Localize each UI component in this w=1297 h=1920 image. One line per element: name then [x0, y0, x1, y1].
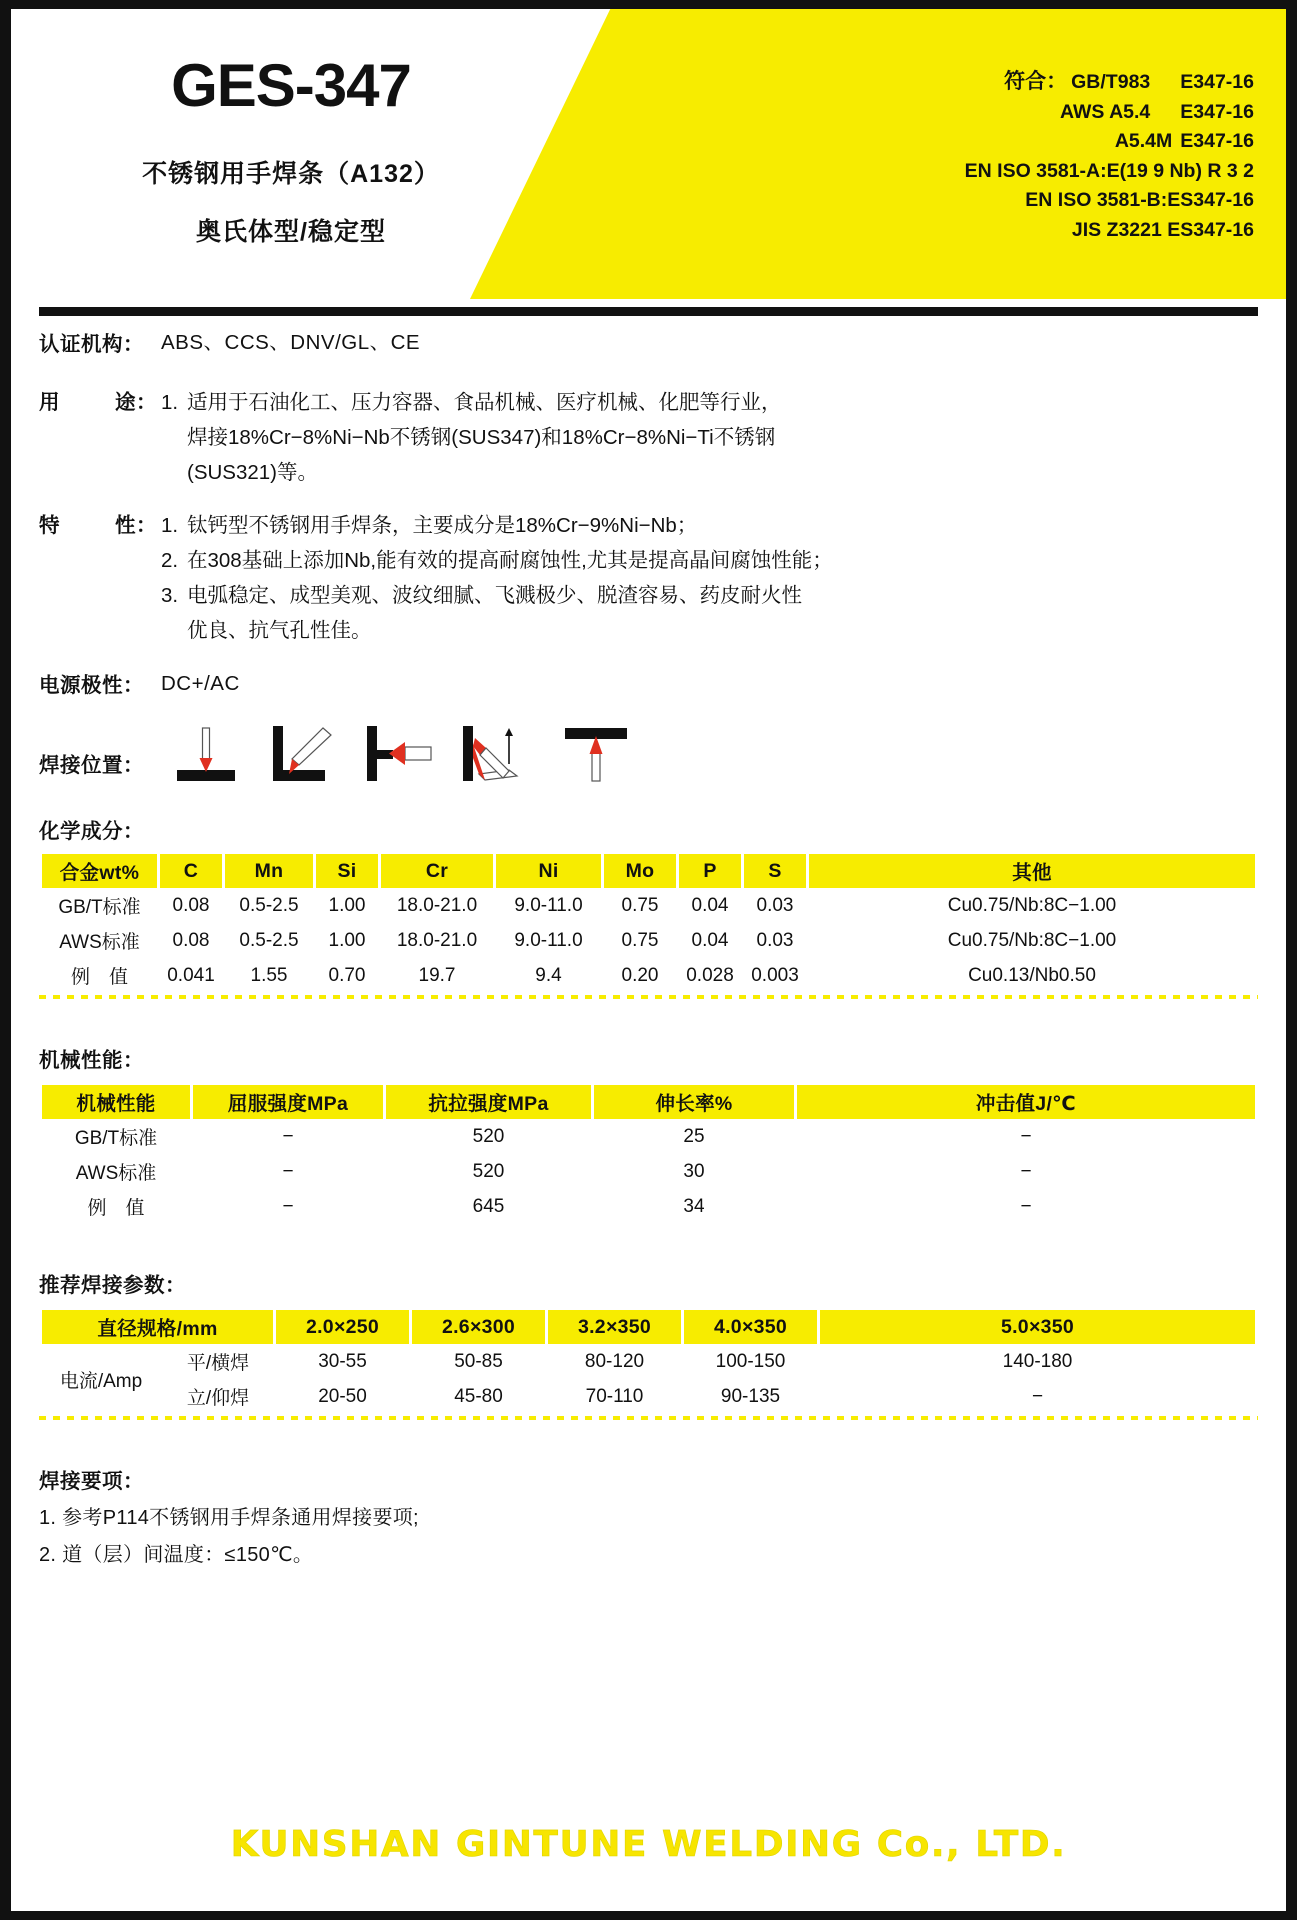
cell: −: [193, 1189, 383, 1224]
col-header: 伸长率%: [594, 1085, 794, 1119]
standard-code: E347-16: [1180, 100, 1254, 123]
cell: −: [797, 1154, 1255, 1189]
cell: 80-120: [548, 1344, 681, 1379]
cell: 0.75: [604, 923, 676, 958]
table-header-row: [42, 854, 1255, 888]
vertical-up-weld-icon: [457, 722, 535, 784]
cell: 520: [386, 1119, 591, 1154]
cell: 70-110: [548, 1379, 681, 1414]
product-subtitle: 不锈钢用手焊条（A132）: [142, 160, 440, 188]
standard-row: [965, 98, 1254, 128]
usage-label-b: 途：: [115, 391, 157, 414]
item-number: 1.: [161, 514, 179, 537]
cell: 19.7: [381, 958, 493, 993]
standards-label: 符合：: [1004, 70, 1068, 93]
table-row: [42, 1379, 1255, 1414]
col-header: 冲击值J/℃: [797, 1085, 1255, 1119]
table-row: [42, 1119, 1255, 1154]
cell: 0.04: [679, 923, 741, 958]
col-header: 合金wt%: [42, 854, 157, 888]
note-line: 1. 参考P114不锈钢用手焊条通用焊接要项;: [39, 1507, 419, 1529]
table-row: [42, 923, 1255, 958]
cell: 0.75: [604, 888, 676, 923]
company-name: KUNSHAN GINTUNE WELDING Co., LTD.: [230, 1824, 1067, 1865]
overhead-weld-icon: [557, 722, 637, 784]
header-left: [11, 9, 571, 248]
item-number: 2.: [161, 549, 179, 572]
cell: −: [797, 1119, 1255, 1154]
product-code: GES-347: [171, 52, 411, 119]
polarity-row: [39, 668, 1258, 700]
standard-org: A5.4M: [1114, 130, 1173, 152]
col-header: C: [160, 854, 222, 888]
cell: 0.20: [604, 958, 676, 993]
list-item: [161, 543, 1258, 578]
list-item-continuation: [161, 455, 1258, 490]
standard-org: AWS A5.4: [1059, 100, 1151, 123]
table-row: [42, 1344, 1255, 1379]
cell: 140-180: [820, 1344, 1255, 1379]
col-header: 2.0×250: [276, 1310, 409, 1344]
cell: 0.08: [160, 923, 222, 958]
standard-org: GB/T983: [1071, 71, 1151, 93]
standard-org: EN ISO 3581-A:E(19 9 Nb) R 3 2: [964, 159, 1254, 182]
features-label: [39, 508, 161, 538]
features-body: [161, 508, 1258, 648]
cell: Cu0.13/Nb0.50: [809, 958, 1255, 993]
cell: 1.00: [316, 888, 378, 923]
table-row: [42, 1154, 1255, 1189]
standard-org: EN ISO 3581-B:ES347-16: [1025, 189, 1254, 211]
chemical-title: 化学成分：: [39, 820, 144, 843]
cell: 100-150: [684, 1344, 817, 1379]
cell: Cu0.75/Nb:8C−1.00: [809, 923, 1255, 958]
cell: 90-135: [684, 1379, 817, 1414]
standard-row: [965, 127, 1254, 157]
page-inner: [11, 9, 1286, 1911]
body-content: [11, 327, 1286, 1574]
cell: 0.5-2.5: [225, 923, 313, 958]
cell: 20-50: [276, 1379, 409, 1414]
cell: 9.0-11.0: [496, 888, 601, 923]
cell: 0.5-2.5: [225, 888, 313, 923]
item-text: 电弧稳定、成型美观、波纹细腻、飞溅极少、脱渣容易、药皮耐火性: [187, 584, 802, 607]
table-header-row: [42, 1085, 1255, 1119]
item-text: (SUS321)等。: [187, 461, 319, 484]
standard-code: E347-16: [1180, 130, 1254, 152]
notes-title: 焊接要项：: [39, 1470, 144, 1493]
note-line: 2. 道（层）间温度：≤150℃。: [39, 1544, 314, 1566]
usage-body: [161, 385, 1258, 490]
cell: −: [797, 1189, 1255, 1224]
col-header: 机械性能: [42, 1085, 190, 1119]
table-row: [42, 1189, 1255, 1224]
cell: −: [193, 1154, 383, 1189]
cell: 30-55: [276, 1344, 409, 1379]
cell: 645: [386, 1189, 591, 1224]
cell: 0.003: [744, 958, 806, 993]
table-header-row: [42, 1310, 1255, 1344]
col-header: S: [744, 854, 806, 888]
usage-label-a: 用: [39, 391, 60, 414]
cell: 25: [594, 1119, 794, 1154]
list-item-continuation: [161, 613, 1258, 648]
product-type: 奥氏体型/稳定型: [196, 218, 386, 246]
cell: 0.028: [679, 958, 741, 993]
cell: 18.0-21.0: [381, 888, 493, 923]
chemical-table: [39, 854, 1258, 993]
list-item: [161, 578, 1258, 613]
header: [11, 9, 1286, 299]
col-header: 直径规格/mm: [42, 1310, 273, 1344]
cell: 0.08: [160, 888, 222, 923]
parameters-title: 推荐焊接参数：: [39, 1274, 186, 1297]
cell: 18.0-21.0: [381, 923, 493, 958]
row-label: 立/仰焊: [163, 1379, 273, 1414]
horizontal-weld-icon: [361, 722, 435, 784]
cell: 0.03: [744, 888, 806, 923]
col-header: Mo: [604, 854, 676, 888]
usage-label: [39, 385, 161, 415]
row-label: 例 值: [42, 1189, 190, 1224]
item-text: 钛钙型不锈钢用手焊条，主要成分是18%Cr−9%Ni−Nb；: [187, 514, 698, 537]
features-label-b: 性：: [115, 514, 157, 537]
col-header: 2.6×300: [412, 1310, 545, 1344]
col-header: 其他: [809, 854, 1255, 888]
weld-position-row: [39, 722, 1258, 784]
row-label: 例 值: [42, 958, 157, 993]
item-number: 3.: [161, 584, 179, 607]
standard-row: [965, 186, 1254, 216]
polarity-label: 电源极性：: [39, 674, 144, 697]
certification-row: [39, 327, 1258, 359]
mechanical-title: 机械性能：: [39, 1049, 144, 1072]
horizontal-fillet-weld-icon: [265, 722, 339, 784]
cell: 0.03: [744, 923, 806, 958]
list-item: [161, 508, 1258, 543]
standards-list: [965, 67, 1254, 245]
cell: 9.0-11.0: [496, 923, 601, 958]
item-text: 优良、抗气孔性佳。: [187, 619, 372, 642]
cell: 0.041: [160, 958, 222, 993]
col-header: 5.0×350: [820, 1310, 1255, 1344]
cell: 9.4: [496, 958, 601, 993]
usage-row: [39, 385, 1258, 490]
col-header: Si: [316, 854, 378, 888]
col-header: 屈服强度MPa: [193, 1085, 383, 1119]
weld-position-icons: [161, 722, 1258, 784]
flat-weld-icon: [169, 722, 243, 784]
parameters-table: [39, 1310, 1258, 1414]
col-header: 抗拉强度MPa: [386, 1085, 591, 1119]
cell: 520: [386, 1154, 591, 1189]
list-item: [161, 385, 1258, 420]
col-header: 4.0×350: [684, 1310, 817, 1344]
standard-row: [965, 157, 1254, 187]
col-header: P: [679, 854, 741, 888]
list-item-continuation: [161, 420, 1258, 455]
features-label-a: 特: [39, 514, 60, 537]
cell: 30: [594, 1154, 794, 1189]
cell: 1.55: [225, 958, 313, 993]
item-text: 焊接18%Cr−8%Ni−Nb不锈钢(SUS347)和18%Cr−8%Ni−Ti不锈钢: [187, 426, 776, 449]
item-text: 在308基础上添加Nb,能有效的提高耐腐蚀性,尤其是提高晶间腐蚀性能；: [187, 549, 833, 572]
weld-position-label: 焊接位置：: [39, 754, 144, 777]
standard-row: [965, 216, 1254, 246]
col-header: Ni: [496, 854, 601, 888]
cell: −: [820, 1379, 1255, 1414]
item-text: 适用于石油化工、压力容器、食品机械、医疗机械、化肥等行业，: [187, 391, 782, 414]
row-label: AWS标准: [42, 1154, 190, 1189]
table-row: [42, 958, 1255, 993]
row-label: GB/T标准: [42, 1119, 190, 1154]
item-number: 1.: [161, 391, 179, 414]
cell: 0.04: [679, 888, 741, 923]
cell: 45-80: [412, 1379, 545, 1414]
cell: 0.70: [316, 958, 378, 993]
standard-org: JIS Z3221 ES347-16: [1071, 218, 1254, 241]
cell: −: [193, 1119, 383, 1154]
row-label: AWS标准: [42, 923, 157, 958]
cell: Cu0.75/Nb:8C−1.00: [809, 888, 1255, 923]
col-header: 3.2×350: [548, 1310, 681, 1344]
chemical-table-dotted-rule: [39, 995, 1258, 999]
cell: 34: [594, 1189, 794, 1224]
standard-row: [965, 67, 1254, 98]
current-group-label: 电流/Amp: [42, 1344, 160, 1414]
col-header: Cr: [381, 854, 493, 888]
certification-label: 认证机构：: [39, 333, 144, 356]
polarity-value: DC+/AC: [161, 672, 240, 695]
col-header: Mn: [225, 854, 313, 888]
table-row: [42, 888, 1255, 923]
features-row: [39, 508, 1258, 648]
cell: 50-85: [412, 1344, 545, 1379]
row-label: GB/T标准: [42, 888, 157, 923]
header-divider: [39, 307, 1258, 316]
certification-value: ABS、CCS、DNV/GL、CE: [161, 331, 421, 354]
parameters-table-dotted-rule: [39, 1416, 1258, 1420]
standard-code: E347-16: [1180, 71, 1254, 93]
row-label: 平/横焊: [163, 1344, 273, 1379]
cell: 1.00: [316, 923, 378, 958]
mechanical-table: [39, 1085, 1258, 1224]
